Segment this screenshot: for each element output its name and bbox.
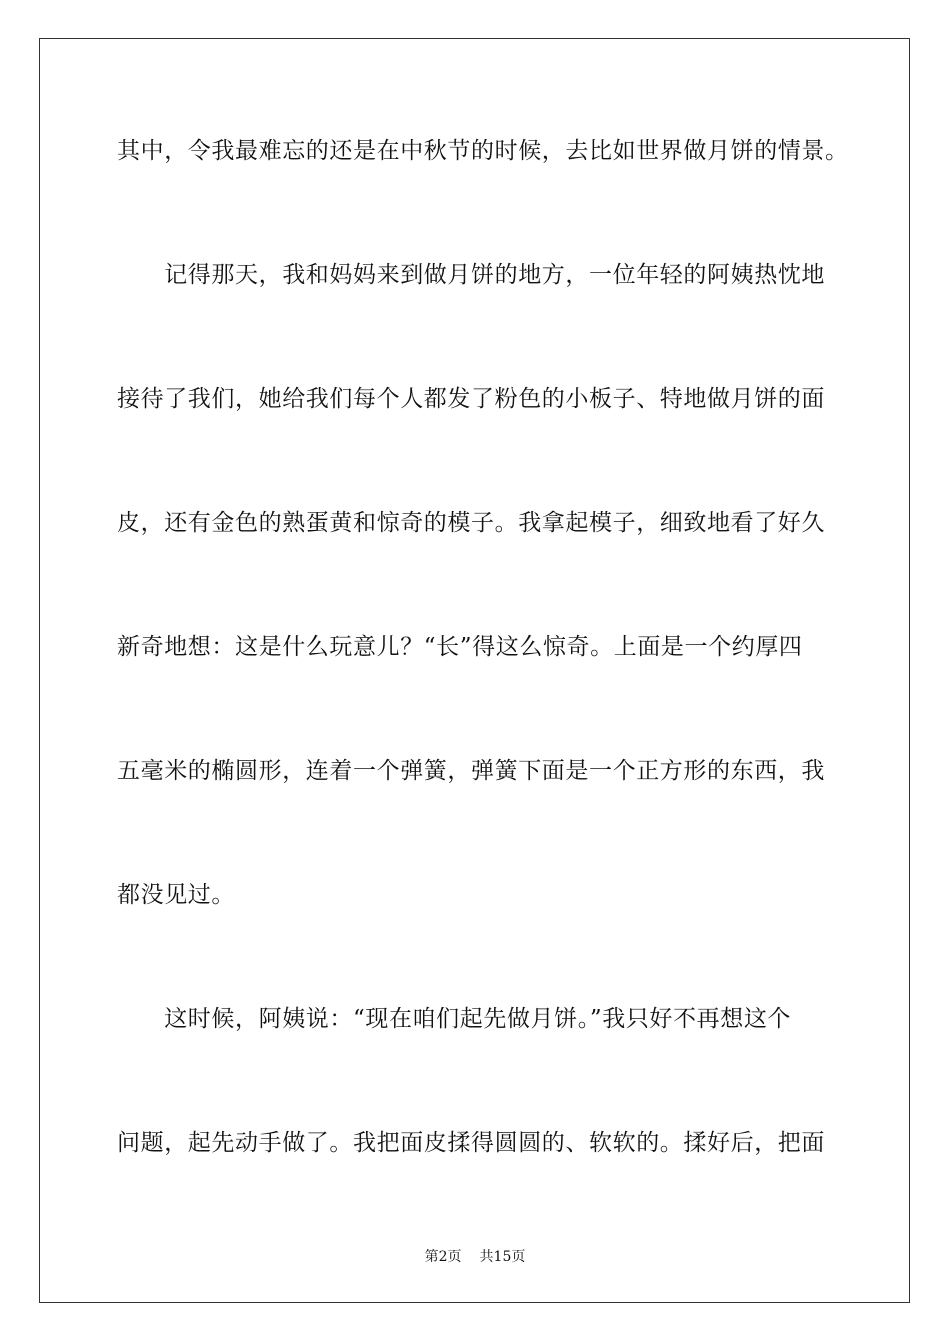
text-line: 这时候，阿姨说：“现在咱们起先做月饼。”我只好不再想这个 — [117, 1006, 792, 1032]
page-number: 第2页 — [424, 1249, 462, 1265]
text-line: 问题，起先动手做了。我把面皮揉得圆圆的、软软的。揉好后，把面 — [117, 1130, 825, 1156]
text-line: 记得那天，我和妈妈来到做月饼的地方，一位年轻的阿姨热忱地 — [117, 262, 825, 288]
page-total: 共15页 — [479, 1249, 526, 1265]
text-line: 皮，还有金色的熟蛋黄和惊奇的模子。我拿起模子，细致地看了好久 — [117, 510, 825, 536]
text-line: 新奇地想：这是什么玩意儿？“长”得这么惊奇。上面是一个约厚四 — [117, 634, 803, 660]
page-border — [39, 38, 910, 1303]
text-line: 接待了我们，她给我们每个人都发了粉色的小板子、特地做月饼的面 — [117, 386, 825, 412]
page-footer — [0, 1248, 950, 1266]
text-line: 五毫米的椭圆形，连着一个弹簧，弹簧下面是一个正方形的东西，我 — [117, 758, 825, 784]
text-line: 其中，令我最难忘的还是在中秋节的时候，去比如世界做月饼的情景。 — [117, 138, 849, 164]
text-line: 都没见过。 — [117, 882, 235, 908]
